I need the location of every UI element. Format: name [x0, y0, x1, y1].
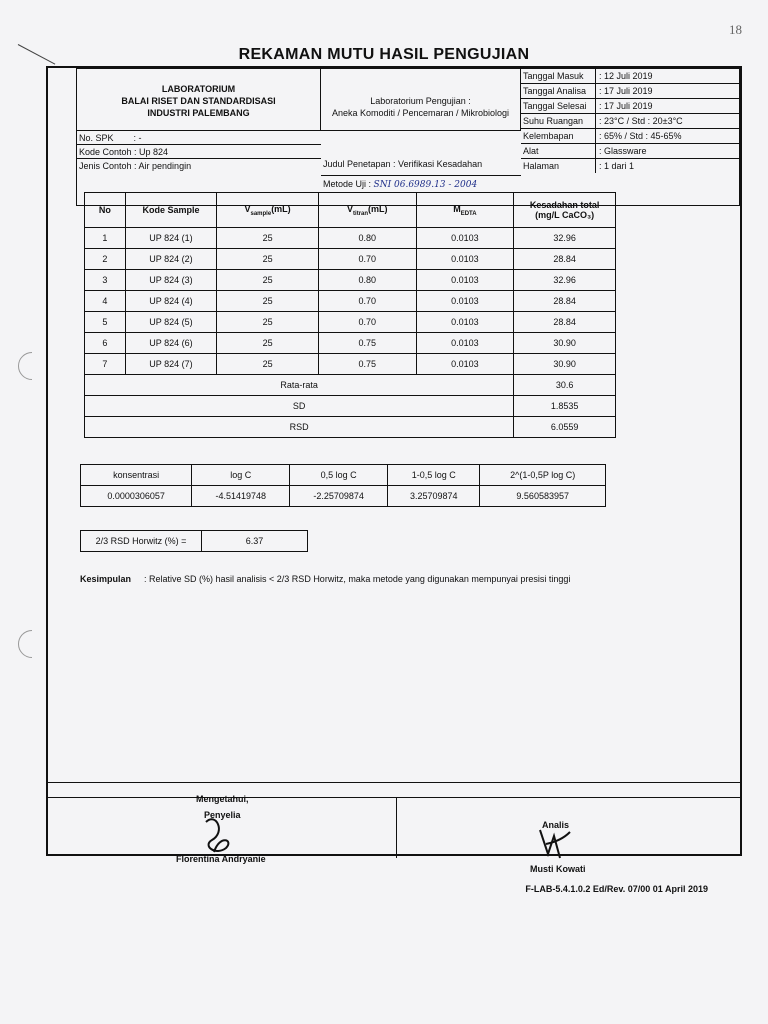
- lab-name: [77, 69, 321, 131]
- horwitz-label: 2/3 RSD Horwitz (%) =: [81, 531, 202, 552]
- lab-line-2: BALAI RISET DAN STANDARDISASI: [121, 96, 276, 106]
- conclusion-label: Kesimpulan: [80, 574, 132, 584]
- sig-right-name: Musti Kowati: [530, 864, 586, 874]
- table-row: 6 UP 824 (6) 25 0.75 0.0103 30.90: [85, 333, 616, 354]
- kode-contoh-row: Kode Contoh : Up 824: [77, 145, 321, 159]
- sig-left-name: Florentina Andryanie: [176, 854, 266, 864]
- summary-row-sd: SD 1.8535: [85, 396, 616, 417]
- table-row: 5 UP 824 (5) 25 0.70 0.0103 28.84: [85, 312, 616, 333]
- conc-header-row: konsentrasi log C 0,5 log C 1-0,5 log C 2^(1-0,5P log C): [81, 465, 606, 486]
- form-code: F-LAB-5.4.1.0.2 Ed/Rev. 07/00 01 April 2019: [525, 884, 708, 894]
- no-spk-row: No. SPK : -: [77, 131, 321, 145]
- col-no: No: [85, 193, 126, 228]
- horwitz-value: 6.37: [202, 531, 308, 552]
- metode-uji-handwritten: SNI 06.6989.13 - 2004: [373, 180, 478, 190]
- conc-value-row: 0.0000306057 -4.51419748 -2.25709874 3.25709874 9.560583957: [81, 486, 606, 507]
- sig-right-role: Analis: [542, 820, 570, 830]
- concentration-table: [80, 464, 606, 507]
- header-left-rows: [77, 131, 321, 172]
- info-row: Kelembapan : 65% / Std : 45-65%: [521, 129, 739, 144]
- lab-line-1: LABORATORIUM: [161, 84, 236, 94]
- sig-left-role: Penyelia: [204, 810, 241, 820]
- results-header-row: [85, 193, 616, 228]
- col-kesadahan: Kesadahan total (mg/L CaCO₃): [514, 193, 616, 228]
- table-row: 4 UP 824 (4) 25 0.70 0.0103 28.84: [85, 291, 616, 312]
- table-row: 1 UP 824 (1) 25 0.80 0.0103 32.96: [85, 228, 616, 249]
- lab-line-3: INDUSTRI PALEMBANG: [147, 108, 250, 118]
- info-row: Tanggal Analisa : 17 Juli 2019: [521, 84, 739, 99]
- page-number: 18: [729, 22, 742, 37]
- table-row: 3 UP 824 (3) 25 0.80 0.0103 32.96: [85, 270, 616, 291]
- info-row: Tanggal Masuk : 12 Juli 2019: [521, 69, 739, 84]
- jenis-contoh-row: Jenis Contoh : Air pendingin: [79, 160, 192, 171]
- table-row: 7 UP 824 (7) 25 0.75 0.0103 30.90: [85, 354, 616, 375]
- results-table: [84, 192, 616, 438]
- conclusion-text: : Relative SD (%) hasil analisis < 2/3 RSD Horwitz, maka metode yang digunakan mempunyai presisi tinggi: [144, 574, 571, 584]
- summary-row-rsd: RSD 6.0559: [85, 417, 616, 438]
- horwitz-table: [80, 530, 308, 552]
- info-row: Tanggal Selesai : 17 Juli 2019: [521, 99, 739, 114]
- signature-area: [46, 782, 742, 859]
- metode-uji: Metode Uji : SNI 06.6989.13 - 2004: [323, 179, 478, 190]
- punch-hole: [18, 630, 46, 658]
- info-row: Suhu Ruangan : 23°C / Std : 20±3°C: [521, 114, 739, 129]
- lab-test-value: Aneka Komoditi / Pencemaran / Mikrobiologi: [331, 108, 510, 118]
- conclusion: [80, 574, 720, 584]
- summary-row-mean: Rata-rata 30.6: [85, 375, 616, 396]
- lab-test-label: Laboratorium Pengujian :: [370, 96, 471, 106]
- col-kode-sample: Kode Sample: [125, 193, 217, 228]
- sig-left-title: Mengetahui,: [196, 794, 249, 804]
- col-m-edta: $M_{EDTA}$: [416, 193, 514, 228]
- header-right-info: [521, 69, 739, 173]
- judul-penetapan: Judul Penetapan : Verifikasi Kesadahan: [323, 159, 483, 169]
- col-v-sample: $V_{sample}(mL)$: [217, 193, 319, 228]
- info-row: Alat : Glassware: [521, 144, 739, 159]
- document-title: REKAMAN MUTU HASIL PENGUJIAN: [238, 46, 530, 63]
- header-block: [76, 68, 740, 206]
- punch-hole: [18, 352, 46, 380]
- info-row: Halaman : 1 dari 1: [523, 161, 635, 171]
- table-row: 2 UP 824 (2) 25 0.70 0.0103 28.84: [85, 249, 616, 270]
- lab-test: [321, 69, 521, 131]
- col-v-titran: $V_{titran}(mL)$: [318, 193, 416, 228]
